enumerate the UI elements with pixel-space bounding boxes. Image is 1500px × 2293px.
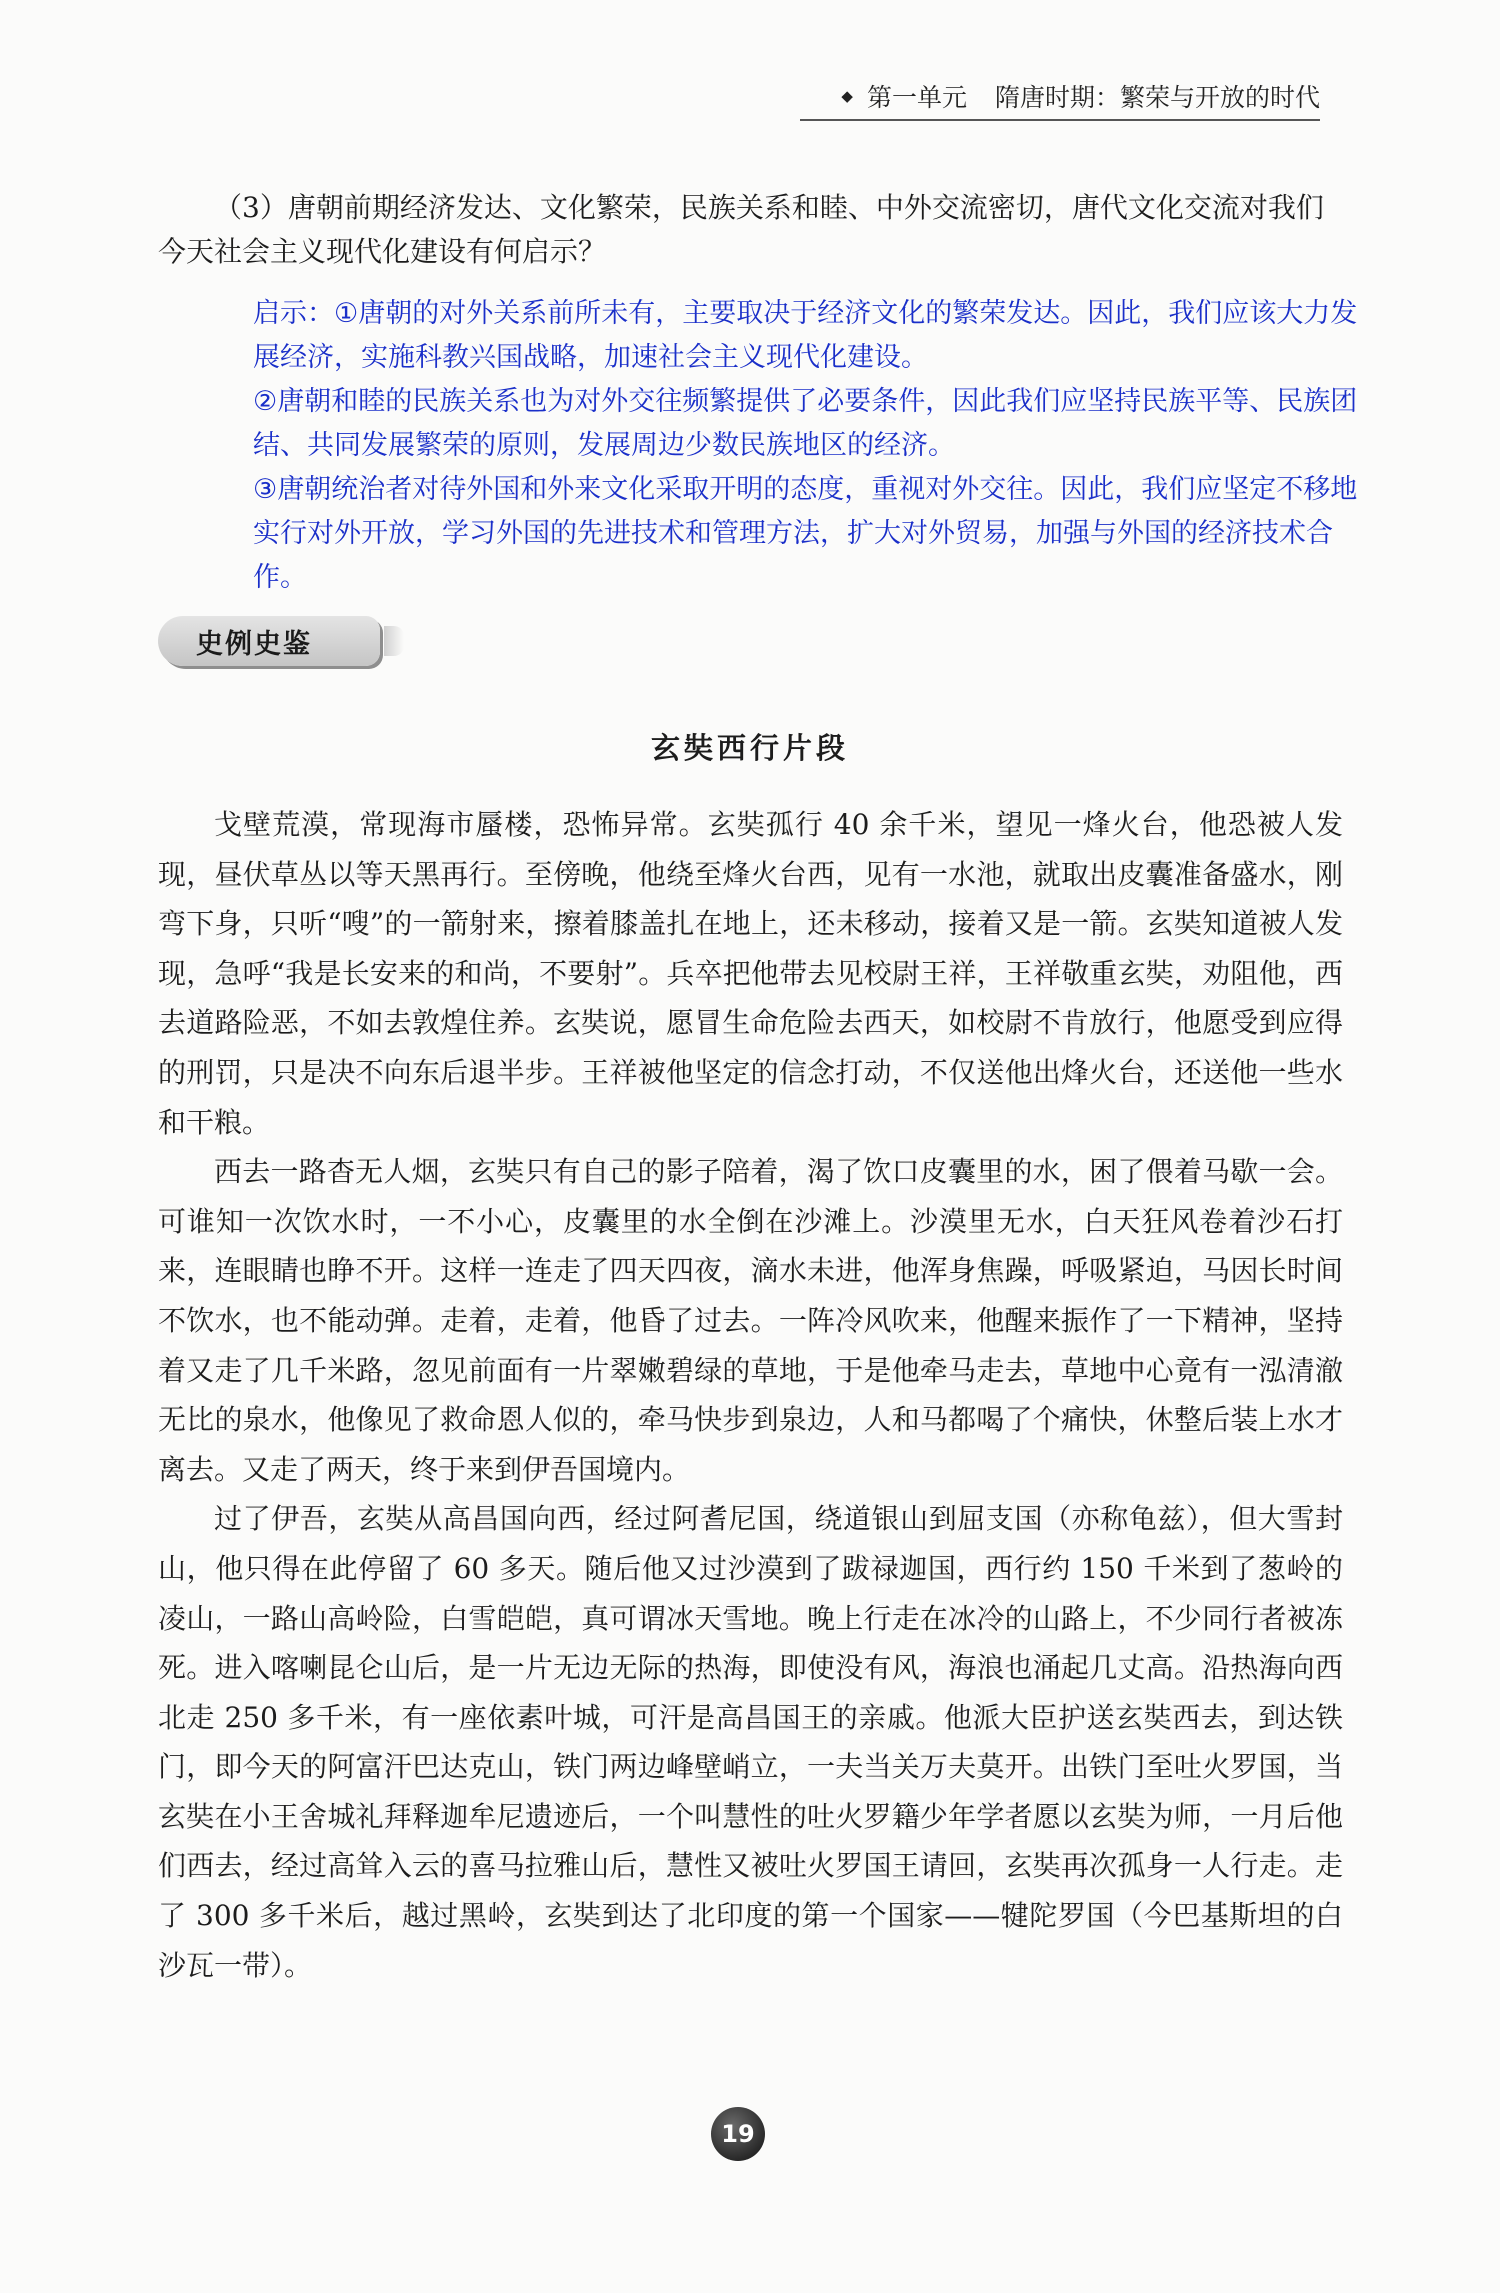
article-title: 玄奘西行片段 (650, 731, 849, 765)
section-badge: 史例史鉴 (158, 616, 380, 666)
header-divider (800, 119, 1320, 121)
article-paragraph-2: 西去一路杳无人烟，玄奘只有自己的影子陪着，渴了饮口皮囊里的水，困了偎着马歇一会。可谁知一次饮水时，一不小心，皮囊里的水全倒在沙滩上。沙漠里无水，白天狂风卷着沙石打来，连眼睛也睁不开。这样一连走了四天四夜，滴水未进，他浑身焦躁，呼吸紧迫，马因长时间不饮水，也不能动弹。走着，走着，他昏了过去。一阵冷风吹来，他醒来振作了一下精神，坚持着又走了几千米路，忽见前面有一片翠嫩碧绿的草地，于是他牵马走去，草地中心竟有一泓清澈无比的泉水，他像见了救命恩人似的，牵马快步到泉边，人和马都喝了个痛快，休整后装上水才离去。又走了两天，终于来到伊吾国境内。 (158, 1155, 1343, 1486)
page-number: 19 (711, 2107, 765, 2161)
article-body (158, 800, 1343, 1990)
article-paragraph-1: 戈壁荒漠，常现海市蜃楼，恐怖异常。玄奘孤行 40 余千米，望见一烽火台，他恐被人发现，昼伏草丛以等天黑再行。至傍晚，他绕至烽火台西，见有一水池，就取出皮囊准备盛水，刚弯下身，只听“嗖”的一箭射来，擦着膝盖扎在地上，还未移动，接着又是一箭。玄奘知道被人发现，急呼“我是长安来的和尚，不要射”。兵卒把他带去见校尉王祥，王祥敬重玄奘，劝阻他，西去道路险恶，不如去敦煌住养。玄奘说，愿冒生命危险去西天，如校尉不肯放行，他愿受到应得的刑罚，只是决不向东后退半步。王祥被他坚定的信念打动，不仅送他出烽火台，还送他一些水和干粮。 (158, 808, 1343, 1139)
article-paragraph-3: 过了伊吾，玄奘从高昌国向西，经过阿耆尼国，绕道银山到屈支国（亦称龟兹），但大雪封山，他只得在此停留了 60 多天。随后他又过沙漠到了跋禄迦国，西行约 150 千米到了葱岭的凌山，一路山高岭险，白雪皑皑，真可谓冰天雪地。晚上行走在冰冷的山路上，不少同行者被冻死。进入喀喇昆仑山后，是一片无边无际的热海，即使没有风，海浪也涌起几丈高。沿热海向西北走 250 多千米，有一座依素叶城，可汗是高昌国王的亲戚。他派大臣护送玄奘西去，到达铁门，即今天的阿富汗巴达克山，铁门两边峰壁峭立，一夫当关万夫莫开。出铁门至吐火罗国，当玄奘在小王舍城礼拜释迦牟尼遗迹后，一个叫慧性的吐火罗籍少年学者愿以玄奘为师，一月后他们西去，经过高耸入云的喜马拉雅山后，慧性又被吐火罗国王请回，玄奘再次孤身一人行走。走了 300 多千米后，越过黑岭，玄奘到达了北印度的第一个国家——犍陀罗国（今巴基斯坦的白沙瓦一带）。 (158, 1502, 1343, 1982)
header-title: 隋唐时期：繁荣与开放的时代 (994, 83, 1320, 112)
header-unit: 第一单元 (866, 83, 967, 112)
answer-paragraph-1: 启示：①唐朝的对外关系前所未有，主要取决于经济文化的繁荣发达。因此，我们应该大力发展经济，实施科教兴国战略，加速社会主义现代化建设。 (253, 298, 1358, 373)
answer-paragraph-2: ②唐朝和睦的民族关系也为对外交往频繁提供了必要条件，因此我们应坚持民族平等、民族团结、共同发展繁荣的原则，发展周边少数民族地区的经济。 (253, 386, 1358, 461)
diamond-bullet-icon: ◆ (841, 87, 853, 105)
answer-block (253, 292, 1358, 600)
answer-paragraph-3: ③唐朝统治者对待外国和外来文化采取开明的态度，重视对外交往。因此，我们应坚定不移地实行对外开放，学习外国的先进技术和管理方法，扩大对外贸易，加强与外国的经济技术合作。 (253, 474, 1358, 593)
question-3: （3）唐朝前期经济发达、文化繁荣，民族关系和睦、中外交流密切，唐代文化交流对我们今天社会主义现代化建设有何启示？ (158, 191, 1324, 268)
running-header (841, 78, 1320, 114)
